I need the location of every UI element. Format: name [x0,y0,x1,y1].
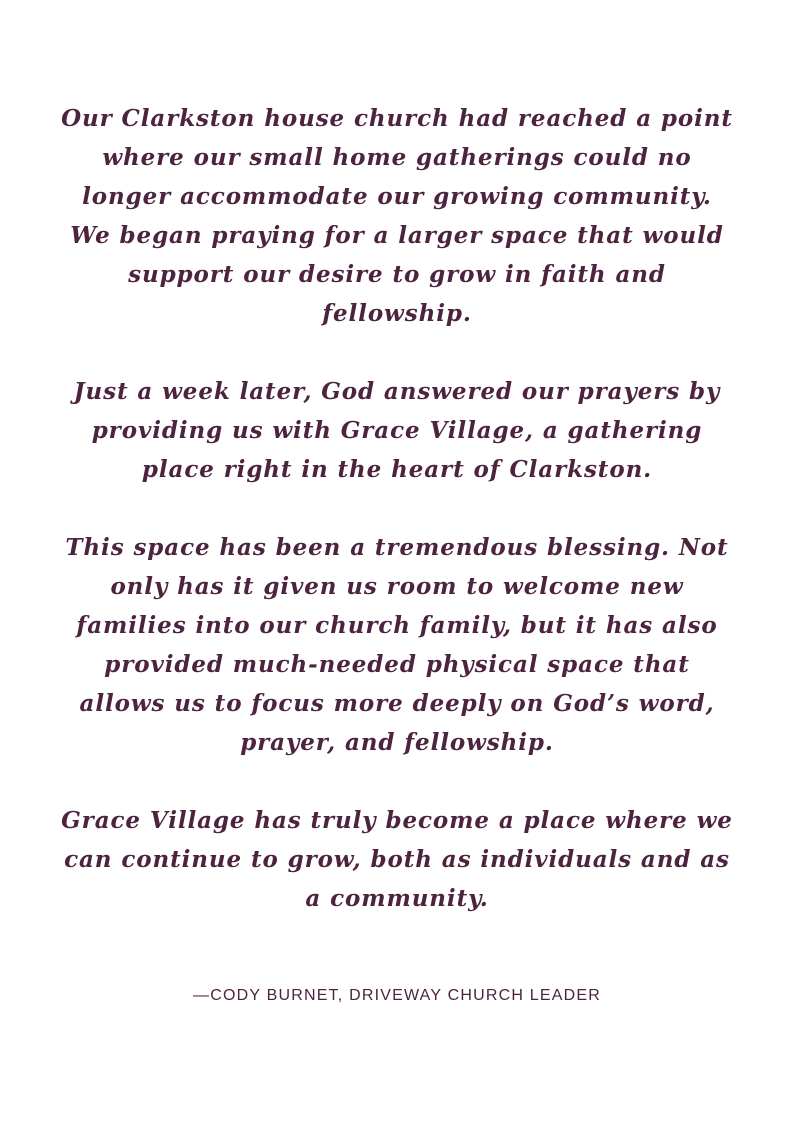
quote-paragraph-1: Our Clarkston house church had reached a point where our small home gatherings could no longer accommodate our growing community. We began praying for a larger space that would support our desire to grow in faith and fellowship. [61,105,733,327]
quote-paragraph-3: This space has been a tremendous blessing. Not only has it given us room to welcome new families into our church family, but it has also provided much-needed physical space that allows us to focus more deeply on God’s word, prayer, and fellowship. [65,534,729,756]
quote-paragraph-2: Just a week later, God answered our prayers by providing us with Grace Village, a gathering place right in the heart of Clarkston. [73,378,721,483]
testimonial-quote [60,99,734,918]
quote-paragraph-4: Grace Village has truly become a place where we can continue to grow, both as individuals and as a community. [61,807,733,912]
quote-attribution: —CODY BURNET, DRIVEWAY CHURCH LEADER [193,987,601,1004]
